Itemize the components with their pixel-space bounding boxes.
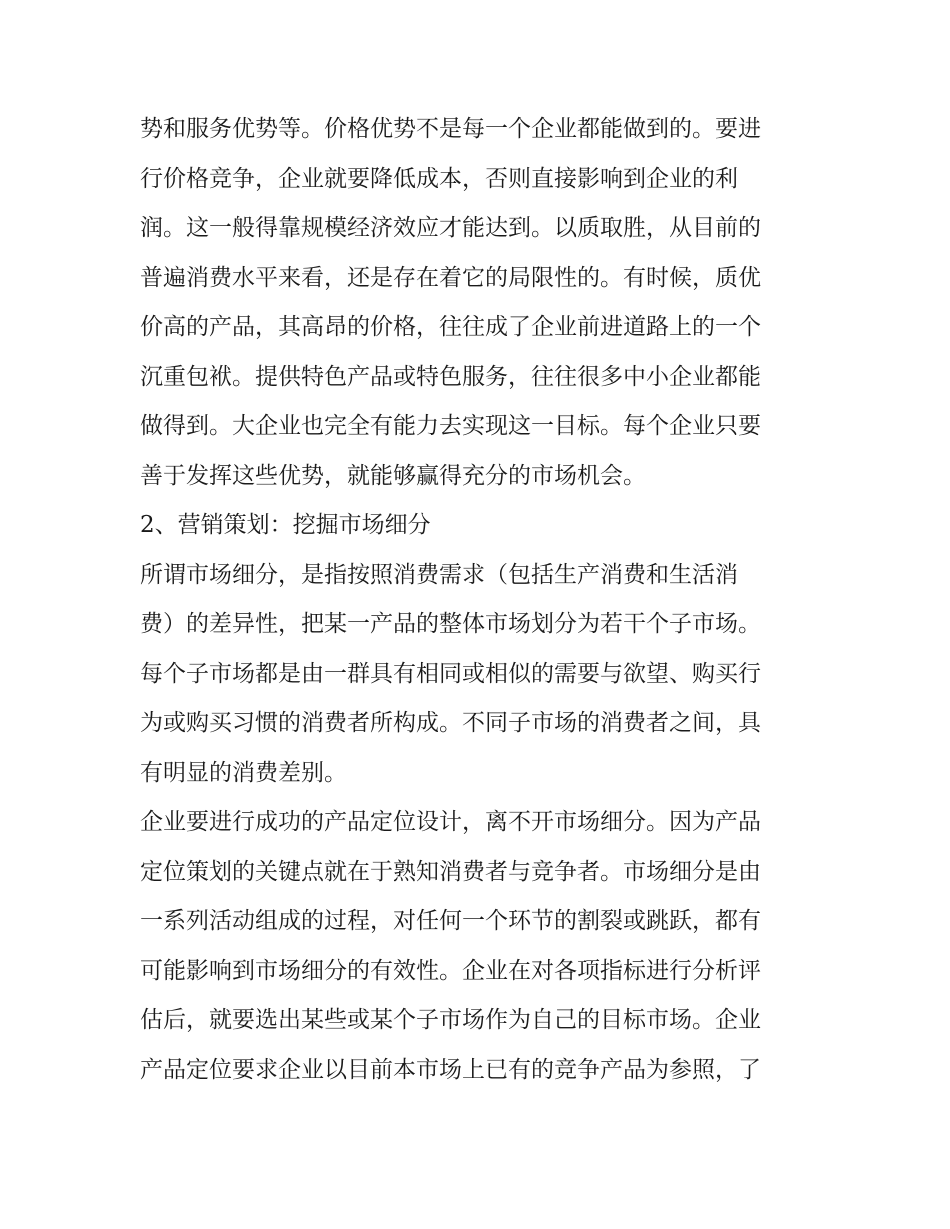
paragraph-line: 做得到。大企业也完全有能力去实现这一目标。每个企业只要	[140, 413, 761, 439]
paragraph-line: 沉重包袱。提供特色产品或特色服务，往往很多中小企业都能	[140, 363, 761, 390]
section-heading: 2、营销策划：挖掘市场细分	[140, 512, 431, 538]
paragraph-line: 费）的差异性，把某一产品的整体市场划分为若干个子市场。	[140, 611, 761, 637]
paragraph-line: 行价格竞争，企业就要降低成本，否则直接影响到企业的利	[140, 165, 738, 192]
paragraph-line: 有明显的消费差别。	[140, 759, 347, 786]
paragraph-line: 普遍消费水平来看，还是存在着它的局限性的。有时候，质优	[140, 264, 761, 291]
paragraph-line: 润。这一般得靠规模经济效应才能达到。以质取胜，从目前的	[140, 215, 761, 241]
paragraph-line: 企业要进行成功的产品定位设计，离不开市场细分。因为产品	[140, 809, 761, 835]
paragraph-line: 所谓市场细分，是指按照消费需求（包括生产消费和生活消	[140, 561, 738, 588]
paragraph-line: 每个子市场都是由一群具有相同或相似的需要与欲望、购买行	[140, 660, 761, 687]
paragraph-line: 估后，就要选出某些或某个子市场作为自己的目标市场。企业	[140, 1007, 761, 1033]
document-page	[140, 105, 815, 1095]
paragraph-line: 可能影响到市场细分的有效性。企业在对各项指标进行分析评	[140, 957, 761, 984]
paragraph-line: 一系列活动组成的过程，对任何一个环节的割裂或跳跃，都有	[140, 908, 761, 934]
paragraph-line: 定位策划的关键点就在于熟知消费者与竞争者。市场细分是由	[140, 858, 761, 885]
paragraph-line: 价高的产品，其高昂的价格，往往成了企业前进道路上的一个	[140, 314, 761, 340]
paragraph-line: 势和服务优势等。价格优势不是每一个企业都能做到的。要进	[140, 116, 761, 142]
paragraph-line: 为或购买习惯的消费者所构成。不同子市场的消费者之间，具	[140, 710, 761, 736]
paragraph-line: 善于发挥这些优势，就能够赢得充分的市场机会。	[140, 462, 646, 489]
paragraph-line: 产品定位要求企业以目前本市场上已有的竞争产品为参照，了	[140, 1056, 761, 1083]
